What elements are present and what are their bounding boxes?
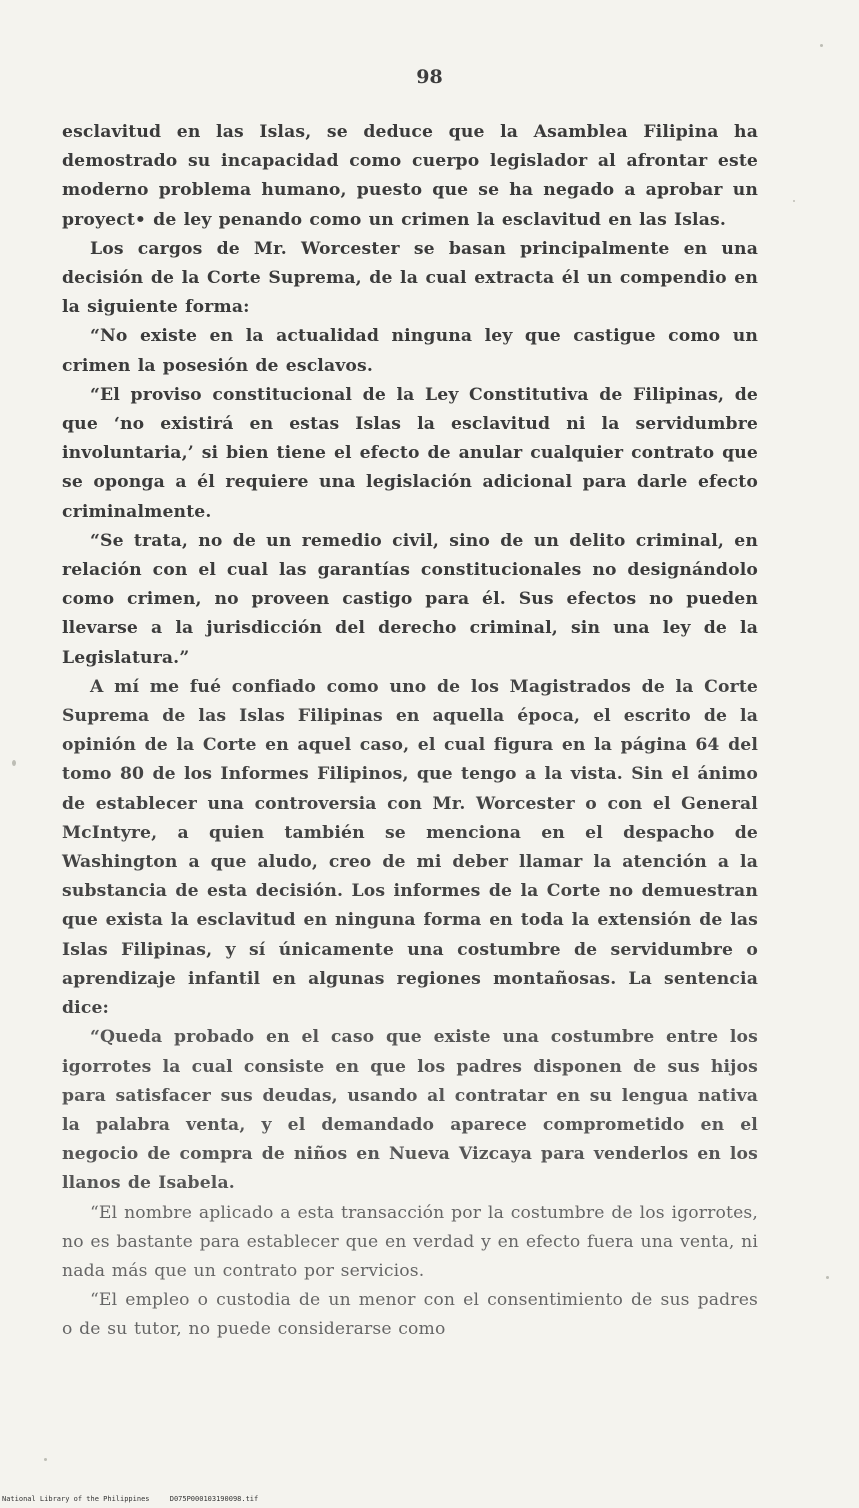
footer-file-id: D075P000103190098.tif [169,1495,259,1503]
scan-speck [820,44,823,47]
paragraph-author-statement: A mí me fué confiado como uno de los Magistrados de la Corte Suprema de las Islas Filipinas en aquella época, el escrito de la opinión de la Corte en aquel caso, el cual figura en la página 64 del tomo 80 de los Informes Filipinos, que tengo a la vista. Sin el ánimo de establecer una controversia con Mr. Worcester o con el General McIntyre, a quien también se menciona en el despacho de Washington a que aludo, creo de mi deber llamar la atención a la substancia de esta decisión. Los informes de la Corte no demuestran que exista la esclavitud en ninguna forma en toda la extensión de las Islas Filipinas, y sí únicamente una costumbre de servidumbre o aprendizaje infantil en algunas regiones montañosas. La sentencia dice: [62,676,758,1019]
paragraph-quote-transaction-name: “El nombre aplicado a esta transacción por la costumbre de los igorrotes, no es bastante para establecer que en verdad y en efecto fuera una venta, ni nada más que un contrato por servicios. [62,1202,758,1281]
page-number: 98 [416,66,443,88]
footer-library-name: National Library of the Philippines [2,1495,150,1503]
scan-speck [793,200,795,202]
scan-footer [2,1495,274,1503]
paragraph-quote-constitutional-proviso: “El proviso constitucional de la Ley Constitutiva de Filipinas, de que ‘no existirá en estas Islas la esclavitud ni la servidumbre involuntaria,’ si bien tiene el efecto de anular cualquier contrato que se oponga a él requiere una legislación adicional para darle efecto criminalmente. [62,384,758,522]
paragraph-continuation: esclavitud en las Islas, se deduce que la Asamblea Filipina ha demostrado su incapacidad como cuerpo legislador al afrontar este moderno problema humano, puesto que se ha negado a aprobar un proyect• de ley penando como un crimen la esclavitud en las Islas. [62,122,758,230]
paragraph-worcester-charges: Los cargos de Mr. Worcester se basan principalmente en una decisión de la Corte Suprema, de la cual extracta él un compendio en la siguiente forma: [62,238,758,318]
scan-speck [44,1458,47,1461]
paragraph-quote-igorrotes-custom: “Queda probado en el caso que existe una costumbre entre los igorrotes la cual consiste en que los padres disponen de sus hijos para satisfacer sus deudas, usando al contratar en su lengua nativa la palabra venta, y el demandado aparece comprometido en el negocio de compra de niños en Nueva Vizcaya para venderlos en los llanos de Isabela. [62,1027,758,1194]
scan-speck [12,760,16,766]
text-body [62,118,758,1345]
paragraph-quote-criminal-offense: “Se trata, no de un remedio civil, sino de un delito criminal, en relación con el cual las garantías constitucionales no designándolo como crimen, no proveen castigo para él. Sus efectos no pueden llevarse a la jurisdicción del derecho criminal, sin una ley de la Legislatura.” [62,530,758,668]
paragraph-quote-employment-minor: “El empleo o custodia de un menor con el consentimiento de sus padres o de su tutor, no puede considerarse como [62,1290,758,1340]
scan-speck [826,1276,829,1279]
paragraph-quote-no-law: “No existe en la actualidad ninguna ley que castigue como un crimen la posesión de esclavos. [62,326,758,376]
